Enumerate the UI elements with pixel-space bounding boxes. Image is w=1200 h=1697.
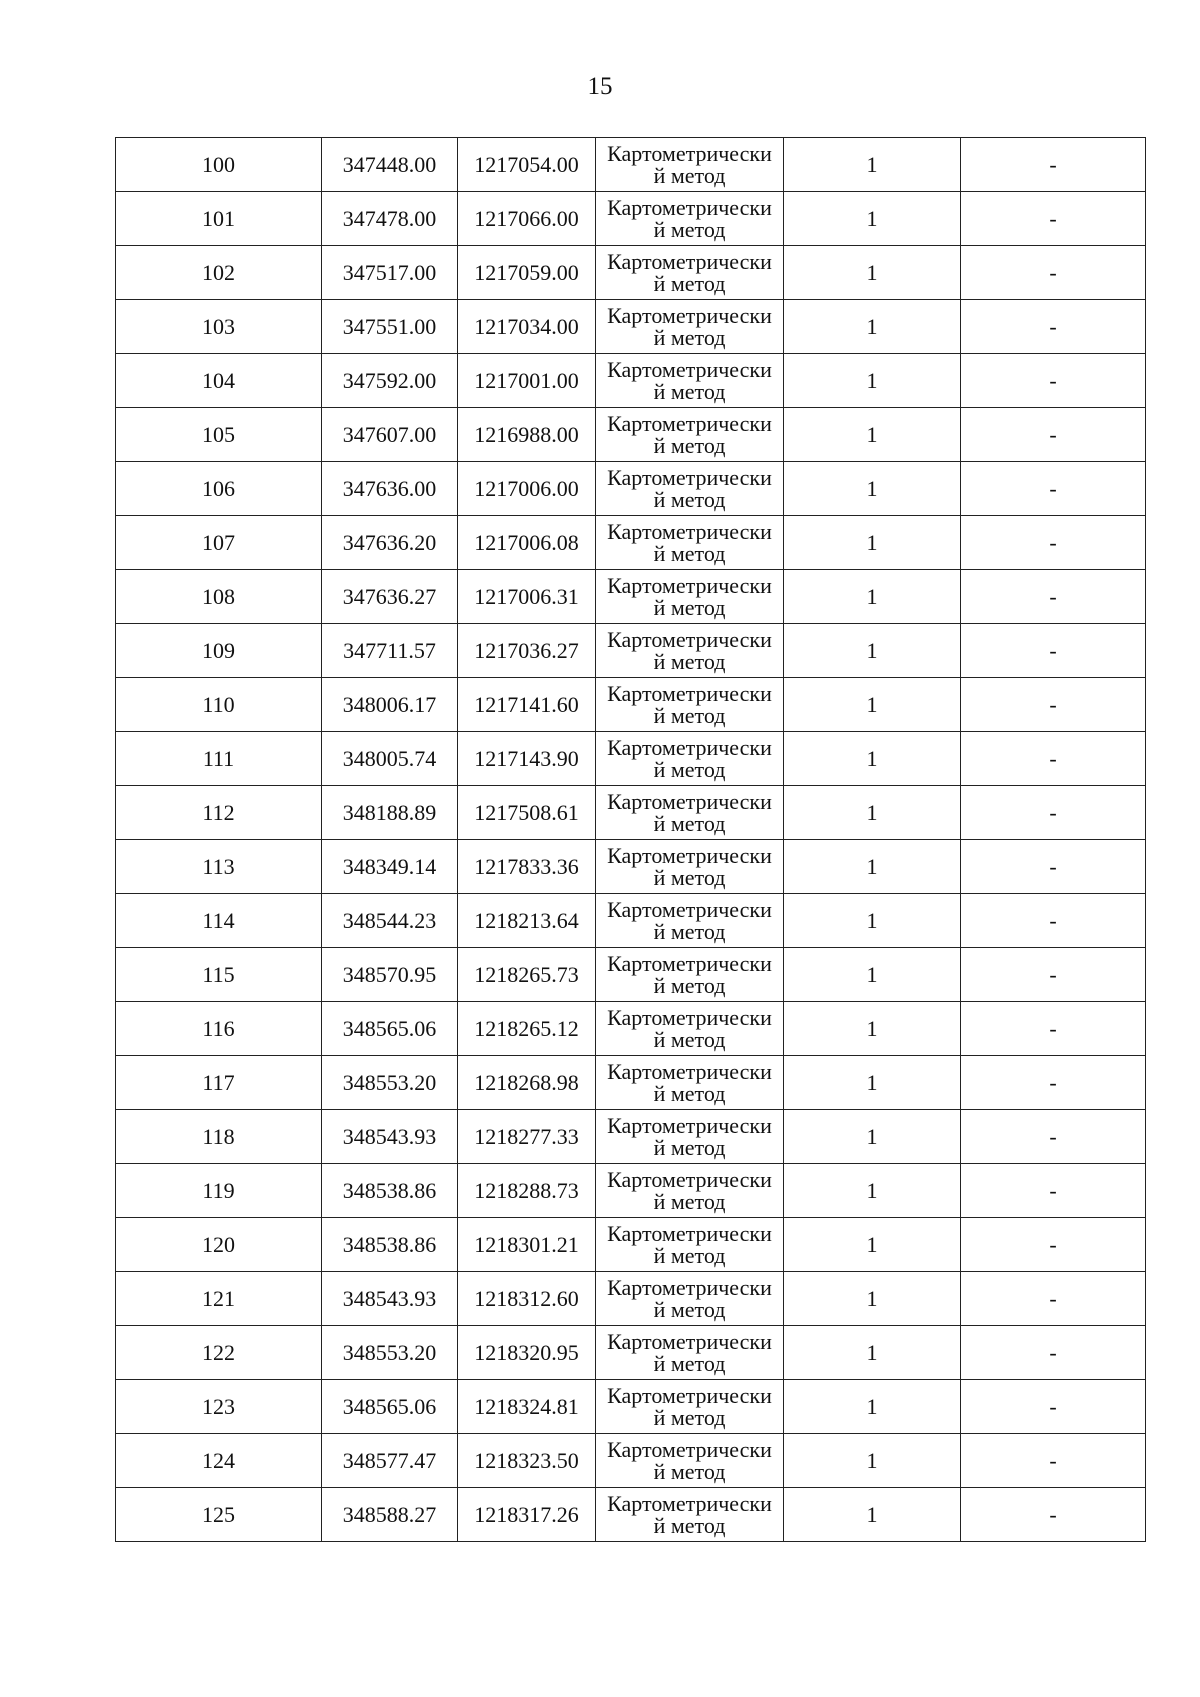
- method-cell: [596, 894, 784, 948]
- method-line-1: Картометрически: [607, 518, 772, 544]
- note-cell: -: [961, 1272, 1146, 1326]
- y-coordinate-cell: 1217036.27: [458, 624, 596, 678]
- x-coordinate-cell: 348565.06: [322, 1002, 458, 1056]
- table-row: [116, 462, 1146, 516]
- y-coordinate-cell: 1217833.36: [458, 840, 596, 894]
- note-cell: -: [961, 1434, 1146, 1488]
- x-coordinate-cell: 347607.00: [322, 408, 458, 462]
- accuracy-cell: 1: [784, 624, 961, 678]
- y-coordinate-cell: 1218265.12: [458, 1002, 596, 1056]
- note-cell: -: [961, 354, 1146, 408]
- table-row: [116, 1110, 1146, 1164]
- x-coordinate-cell: 348005.74: [322, 732, 458, 786]
- x-coordinate-cell: 348588.27: [322, 1488, 458, 1542]
- accuracy-cell: 1: [784, 300, 961, 354]
- method-cell: [596, 354, 784, 408]
- method-line-2: й метод: [653, 1026, 726, 1052]
- accuracy-cell: 1: [784, 1164, 961, 1218]
- method-line-1: Картометрически: [607, 788, 772, 814]
- method-line-2: й метод: [653, 756, 726, 782]
- y-coordinate-cell: 1218288.73: [458, 1164, 596, 1218]
- point-number-cell: 110: [116, 678, 322, 732]
- y-coordinate-cell: 1218317.26: [458, 1488, 596, 1542]
- y-coordinate-cell: 1216988.00: [458, 408, 596, 462]
- point-number-cell: 104: [116, 354, 322, 408]
- method-cell: [596, 462, 784, 516]
- accuracy-cell: 1: [784, 1434, 961, 1488]
- note-cell: -: [961, 1002, 1146, 1056]
- y-coordinate-cell: 1217059.00: [458, 246, 596, 300]
- x-coordinate-cell: 347592.00: [322, 354, 458, 408]
- method-line-2: й метод: [653, 270, 726, 296]
- point-number-cell: 116: [116, 1002, 322, 1056]
- x-coordinate-cell: 347711.57: [322, 624, 458, 678]
- point-number-cell: 124: [116, 1434, 322, 1488]
- note-cell: -: [961, 732, 1146, 786]
- point-number-cell: 123: [116, 1380, 322, 1434]
- method-line-2: й метод: [653, 1458, 726, 1484]
- table-row: [116, 1056, 1146, 1110]
- x-coordinate-cell: 348553.20: [322, 1056, 458, 1110]
- accuracy-cell: 1: [784, 246, 961, 300]
- note-cell: -: [961, 948, 1146, 1002]
- method-cell: [596, 1110, 784, 1164]
- point-number-cell: 108: [116, 570, 322, 624]
- method-line-2: й метод: [653, 324, 726, 350]
- table-row: [116, 570, 1146, 624]
- method-line-1: Картометрически: [607, 734, 772, 760]
- y-coordinate-cell: 1218324.81: [458, 1380, 596, 1434]
- y-coordinate-cell: 1218301.21: [458, 1218, 596, 1272]
- point-number-cell: 105: [116, 408, 322, 462]
- table-row: [116, 1002, 1146, 1056]
- method-cell: [596, 840, 784, 894]
- y-coordinate-cell: 1217001.00: [458, 354, 596, 408]
- method-line-1: Картометрически: [607, 464, 772, 490]
- x-coordinate-cell: 348188.89: [322, 786, 458, 840]
- accuracy-cell: 1: [784, 1002, 961, 1056]
- method-line-2: й метод: [653, 540, 726, 566]
- x-coordinate-cell: 347551.00: [322, 300, 458, 354]
- accuracy-cell: 1: [784, 1110, 961, 1164]
- method-line-2: й метод: [653, 864, 726, 890]
- table-body: [116, 138, 1146, 1542]
- accuracy-cell: 1: [784, 1056, 961, 1110]
- note-cell: -: [961, 624, 1146, 678]
- method-line-2: й метод: [653, 1188, 726, 1214]
- note-cell: -: [961, 1164, 1146, 1218]
- table-row: [116, 894, 1146, 948]
- method-line-1: Картометрически: [607, 572, 772, 598]
- y-coordinate-cell: 1217034.00: [458, 300, 596, 354]
- method-line-1: Картометрически: [607, 356, 772, 382]
- table-row: [116, 1488, 1146, 1542]
- point-number-cell: 107: [116, 516, 322, 570]
- table-row: [116, 1434, 1146, 1488]
- x-coordinate-cell: 348349.14: [322, 840, 458, 894]
- method-cell: [596, 1326, 784, 1380]
- accuracy-cell: 1: [784, 1488, 961, 1542]
- method-cell: [596, 1434, 784, 1488]
- note-cell: -: [961, 1110, 1146, 1164]
- x-coordinate-cell: 348544.23: [322, 894, 458, 948]
- x-coordinate-cell: 347636.00: [322, 462, 458, 516]
- method-line-1: Картометрически: [607, 1436, 772, 1462]
- method-line-1: Картометрически: [607, 680, 772, 706]
- y-coordinate-cell: 1218265.73: [458, 948, 596, 1002]
- y-coordinate-cell: 1217066.00: [458, 192, 596, 246]
- method-line-1: Картометрически: [607, 626, 772, 652]
- method-line-2: й метод: [653, 432, 726, 458]
- point-number-cell: 114: [116, 894, 322, 948]
- method-cell: [596, 246, 784, 300]
- table-row: [116, 138, 1146, 192]
- table-row: [116, 300, 1146, 354]
- x-coordinate-cell: 348553.20: [322, 1326, 458, 1380]
- note-cell: -: [961, 138, 1146, 192]
- note-cell: -: [961, 840, 1146, 894]
- point-number-cell: 115: [116, 948, 322, 1002]
- method-cell: [596, 678, 784, 732]
- x-coordinate-cell: 348570.95: [322, 948, 458, 1002]
- table-row: [116, 516, 1146, 570]
- table-row: [116, 786, 1146, 840]
- accuracy-cell: 1: [784, 1326, 961, 1380]
- y-coordinate-cell: 1217508.61: [458, 786, 596, 840]
- method-line-1: Картометрически: [607, 194, 772, 220]
- note-cell: -: [961, 1218, 1146, 1272]
- x-coordinate-cell: 347636.27: [322, 570, 458, 624]
- x-coordinate-cell: 347478.00: [322, 192, 458, 246]
- method-cell: [596, 408, 784, 462]
- method-cell: [596, 1380, 784, 1434]
- accuracy-cell: 1: [784, 462, 961, 516]
- table-row: [116, 354, 1146, 408]
- method-cell: [596, 570, 784, 624]
- table-row: [116, 1326, 1146, 1380]
- method-line-2: й метод: [653, 216, 726, 242]
- method-line-1: Картометрически: [607, 1112, 772, 1138]
- accuracy-cell: 1: [784, 1272, 961, 1326]
- accuracy-cell: 1: [784, 570, 961, 624]
- method-line-2: й метод: [653, 162, 726, 188]
- table-row: [116, 1380, 1146, 1434]
- method-line-1: Картометрически: [607, 140, 772, 166]
- method-cell: [596, 786, 784, 840]
- point-number-cell: 118: [116, 1110, 322, 1164]
- x-coordinate-cell: 347448.00: [322, 138, 458, 192]
- method-cell: [596, 624, 784, 678]
- note-cell: -: [961, 1056, 1146, 1110]
- point-number-cell: 103: [116, 300, 322, 354]
- method-line-1: Картометрически: [607, 410, 772, 436]
- accuracy-cell: 1: [784, 894, 961, 948]
- x-coordinate-cell: 348538.86: [322, 1164, 458, 1218]
- method-line-1: Картометрически: [607, 1490, 772, 1516]
- method-line-1: Картометрически: [607, 1382, 772, 1408]
- accuracy-cell: 1: [784, 1380, 961, 1434]
- page-number: 15: [587, 73, 613, 100]
- x-coordinate-cell: 348577.47: [322, 1434, 458, 1488]
- method-line-2: й метод: [653, 1242, 726, 1268]
- y-coordinate-cell: 1217143.90: [458, 732, 596, 786]
- method-line-2: й метод: [653, 1404, 726, 1430]
- method-cell: [596, 192, 784, 246]
- method-line-1: Картометрически: [607, 896, 772, 922]
- method-cell: [596, 1002, 784, 1056]
- method-cell: [596, 732, 784, 786]
- accuracy-cell: 1: [784, 516, 961, 570]
- table-row: [116, 1218, 1146, 1272]
- note-cell: -: [961, 1488, 1146, 1542]
- point-number-cell: 119: [116, 1164, 322, 1218]
- point-number-cell: 102: [116, 246, 322, 300]
- y-coordinate-cell: 1218213.64: [458, 894, 596, 948]
- note-cell: -: [961, 300, 1146, 354]
- accuracy-cell: 1: [784, 1218, 961, 1272]
- accuracy-cell: 1: [784, 192, 961, 246]
- method-cell: [596, 1272, 784, 1326]
- table-row: [116, 1164, 1146, 1218]
- point-number-cell: 106: [116, 462, 322, 516]
- note-cell: -: [961, 786, 1146, 840]
- note-cell: -: [961, 570, 1146, 624]
- method-line-1: Картометрически: [607, 248, 772, 274]
- y-coordinate-cell: 1217006.31: [458, 570, 596, 624]
- x-coordinate-cell: 347636.20: [322, 516, 458, 570]
- method-line-1: Картометрически: [607, 1220, 772, 1246]
- method-line-1: Картометрически: [607, 1274, 772, 1300]
- point-number-cell: 111: [116, 732, 322, 786]
- table-row: [116, 1272, 1146, 1326]
- x-coordinate-cell: 347517.00: [322, 246, 458, 300]
- method-cell: [596, 1164, 784, 1218]
- method-line-1: Картометрически: [607, 1004, 772, 1030]
- method-line-2: й метод: [653, 702, 726, 728]
- table-row: [116, 192, 1146, 246]
- accuracy-cell: 1: [784, 840, 961, 894]
- method-cell: [596, 1218, 784, 1272]
- y-coordinate-cell: 1218323.50: [458, 1434, 596, 1488]
- method-line-2: й метод: [653, 1350, 726, 1376]
- table-row: [116, 678, 1146, 732]
- point-number-cell: 117: [116, 1056, 322, 1110]
- note-cell: -: [961, 408, 1146, 462]
- point-number-cell: 120: [116, 1218, 322, 1272]
- method-cell: [596, 516, 784, 570]
- point-number-cell: 121: [116, 1272, 322, 1326]
- x-coordinate-cell: 348543.93: [322, 1272, 458, 1326]
- note-cell: -: [961, 678, 1146, 732]
- y-coordinate-cell: 1218320.95: [458, 1326, 596, 1380]
- point-number-cell: 122: [116, 1326, 322, 1380]
- method-line-2: й метод: [653, 918, 726, 944]
- y-coordinate-cell: 1217054.00: [458, 138, 596, 192]
- table-row: [116, 948, 1146, 1002]
- accuracy-cell: 1: [784, 354, 961, 408]
- method-line-2: й метод: [653, 594, 726, 620]
- note-cell: -: [961, 1326, 1146, 1380]
- note-cell: -: [961, 462, 1146, 516]
- y-coordinate-cell: 1218268.98: [458, 1056, 596, 1110]
- method-line-1: Картометрически: [607, 1058, 772, 1084]
- method-cell: [596, 1056, 784, 1110]
- y-coordinate-cell: 1217006.00: [458, 462, 596, 516]
- accuracy-cell: 1: [784, 138, 961, 192]
- method-line-1: Картометрически: [607, 842, 772, 868]
- x-coordinate-cell: 348538.86: [322, 1218, 458, 1272]
- x-coordinate-cell: 348543.93: [322, 1110, 458, 1164]
- method-cell: [596, 948, 784, 1002]
- accuracy-cell: 1: [784, 678, 961, 732]
- method-line-1: Картометрически: [607, 302, 772, 328]
- point-number-cell: 112: [116, 786, 322, 840]
- method-line-2: й метод: [653, 486, 726, 512]
- method-line-2: й метод: [653, 648, 726, 674]
- method-line-2: й метод: [653, 1080, 726, 1106]
- method-line-1: Картометрически: [607, 950, 772, 976]
- method-line-2: й метод: [653, 378, 726, 404]
- point-number-cell: 109: [116, 624, 322, 678]
- point-number-cell: 113: [116, 840, 322, 894]
- y-coordinate-cell: 1217006.08: [458, 516, 596, 570]
- x-coordinate-cell: 348006.17: [322, 678, 458, 732]
- method-cell: [596, 300, 784, 354]
- table-row: [116, 246, 1146, 300]
- table-row: [116, 408, 1146, 462]
- accuracy-cell: 1: [784, 732, 961, 786]
- method-cell: [596, 138, 784, 192]
- point-number-cell: 125: [116, 1488, 322, 1542]
- table-row: [116, 840, 1146, 894]
- x-coordinate-cell: 348565.06: [322, 1380, 458, 1434]
- method-line-2: й метод: [653, 810, 726, 836]
- y-coordinate-cell: 1218312.60: [458, 1272, 596, 1326]
- note-cell: -: [961, 1380, 1146, 1434]
- accuracy-cell: 1: [784, 408, 961, 462]
- method-line-2: й метод: [653, 1296, 726, 1322]
- accuracy-cell: 1: [784, 786, 961, 840]
- y-coordinate-cell: 1218277.33: [458, 1110, 596, 1164]
- table-row: [116, 732, 1146, 786]
- method-line-1: Картометрически: [607, 1166, 772, 1192]
- note-cell: -: [961, 894, 1146, 948]
- accuracy-cell: 1: [784, 948, 961, 1002]
- method-cell: [596, 1488, 784, 1542]
- note-cell: -: [961, 516, 1146, 570]
- y-coordinate-cell: 1217141.60: [458, 678, 596, 732]
- method-line-2: й метод: [653, 1134, 726, 1160]
- method-line-2: й метод: [653, 972, 726, 998]
- table-row: [116, 624, 1146, 678]
- note-cell: -: [961, 192, 1146, 246]
- method-line-1: Картометрически: [607, 1328, 772, 1354]
- method-line-2: й метод: [653, 1512, 726, 1538]
- point-number-cell: 101: [116, 192, 322, 246]
- note-cell: -: [961, 246, 1146, 300]
- point-number-cell: 100: [116, 138, 322, 192]
- coordinates-table: [115, 137, 1146, 1542]
